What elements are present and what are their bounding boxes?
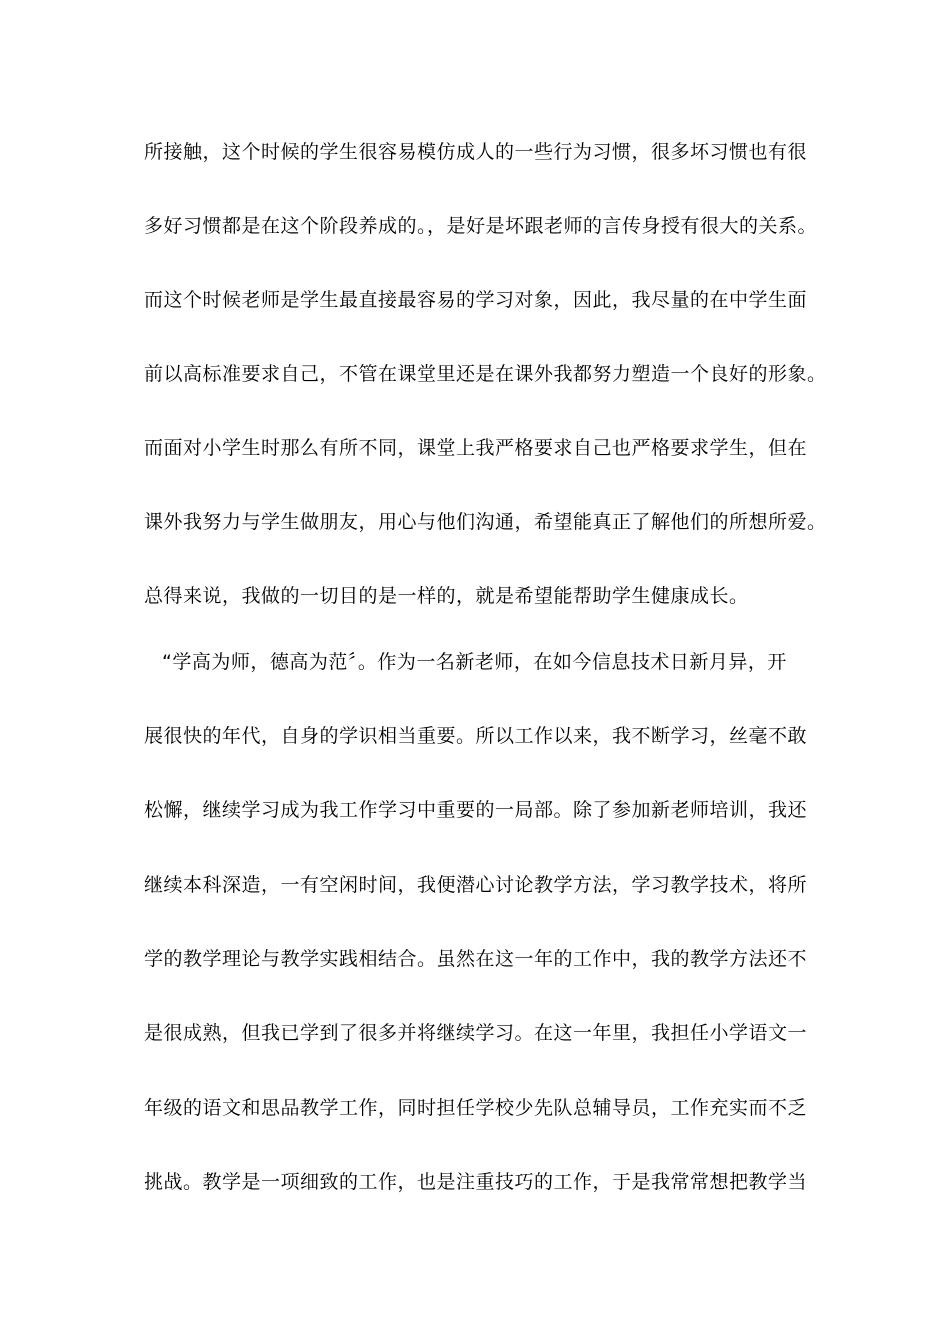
text-line-14: 年级的语文和思品教学工作，同时担任学校少先队总辅导员，工作充实而不乏 — [144, 1097, 808, 1119]
text-line-5: 而面对小学生时那么有所不同，课堂上我严格要求自己也严格要求学生，但在 — [144, 437, 808, 459]
text-line-8: “学高为师，德高为范〞。作为一名新老师，在如今信息技术日新月异，开 — [162, 651, 787, 673]
text-line-4: 前以高标准要求自己，不管在课堂里还是在课外我都努力塑造一个良好的形象。 — [144, 363, 827, 385]
text-line-10: 松懈，继续学习成为我工作学习中重要的一局部。除了参加新老师培训，我还 — [144, 799, 808, 821]
text-line-3: 而这个时候老师是学生最直接最容易的学习对象，因此，我尽量的在中学生面 — [144, 289, 808, 311]
text-line-6: 课外我努力与学生做朋友，用心与他们沟通，希望能真正了解他们的所想所爱。 — [144, 511, 827, 533]
text-line-13: 是很成熟，但我已学到了很多并将继续学习。在这一年里，我担任小学语文一 — [144, 1022, 808, 1044]
text-line-15: 挑战。教学是一项细致的工作，也是注重技巧的工作，于是我常常想把教学当 — [144, 1171, 808, 1193]
text-line-11: 继续本科深造，一有空闲时间，我便潜心讨论教学方法，学习教学技术，将所 — [144, 874, 808, 896]
text-line-12: 学的教学理论与教学实践相结合。虽然在这一年的工作中，我的教学方法还不 — [144, 948, 808, 970]
text-line-1: 所接触，这个时候的学生很容易模仿成人的一些行为习惯，很多坏习惯也有很 — [144, 141, 808, 163]
text-line-2: 多好习惯都是在这个阶段养成的。，是好是坏跟老师的言传身授有很大的关系。 — [144, 215, 818, 237]
text-line-9: 展很快的年代，自身的学识相当重要。所以工作以来，我不断学习，丝毫不敢 — [144, 725, 808, 747]
text-line-7: 总得来说，我做的一切目的是一样的，就是希望能帮助学生健康成长。 — [144, 585, 749, 607]
